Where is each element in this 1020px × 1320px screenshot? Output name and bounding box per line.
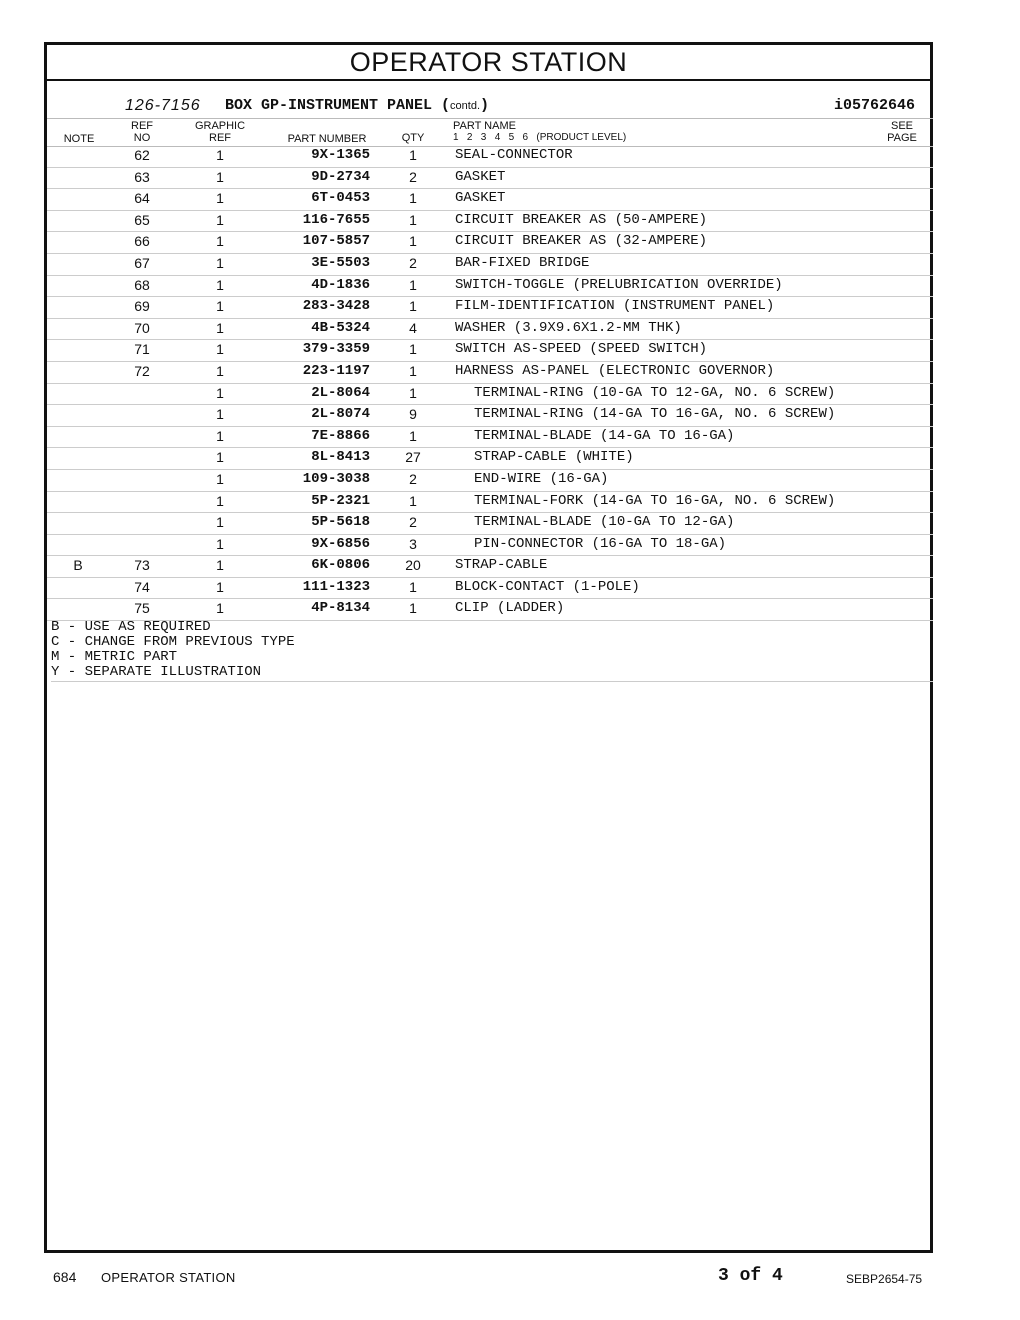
part-name-cell: HARNESS AS-PANEL (ELECTRONIC GOVERNOR) <box>455 362 775 379</box>
graphic-ref-cell: 1 <box>216 470 224 487</box>
part-name-cell: TERMINAL-BLADE (10-GA TO 12-GA) <box>474 514 735 531</box>
qty-cell: 1 <box>409 362 417 379</box>
table-row <box>47 578 933 600</box>
legend-line: M - METRIC PART <box>51 649 178 665</box>
header-ref-top: REF <box>131 120 153 132</box>
illustration-number: i05762646 <box>833 97 915 114</box>
legend-line: C - CHANGE FROM PREVIOUS TYPE <box>51 634 295 650</box>
header-product-level: 1 2 3 4 5 6 (PRODUCT LEVEL) <box>453 132 627 143</box>
part-number-cell: 6T-0453 <box>311 190 370 207</box>
group-name-close: ) <box>480 97 490 114</box>
group-name <box>225 97 489 114</box>
table-row <box>47 513 933 535</box>
table-row <box>47 168 933 190</box>
part-name-cell: GASKET <box>455 168 506 185</box>
table-row <box>47 211 933 233</box>
part-number-cell: 109-3038 <box>302 470 370 487</box>
graphic-ref-cell: 1 <box>216 600 224 617</box>
ref-no-cell: 66 <box>134 233 150 250</box>
part-number-cell: 2L-8074 <box>311 406 370 423</box>
header-see-top: SEE <box>890 120 913 132</box>
graphic-ref-cell: 1 <box>216 362 224 379</box>
qty-cell: 1 <box>409 190 417 207</box>
part-name-cell: TERMINAL-RING (14-GA TO 16-GA, NO. 6 SCREW) <box>474 406 836 423</box>
qty-cell: 2 <box>409 470 417 487</box>
note-legend <box>51 620 933 682</box>
graphic-ref-cell: 1 <box>216 190 224 207</box>
qty-cell: 1 <box>409 578 417 595</box>
part-name-cell: CLIP (LADDER) <box>455 600 565 617</box>
table-row <box>47 599 933 621</box>
table-row <box>47 254 933 276</box>
header-note: NOTE <box>63 133 95 145</box>
note-cell: B <box>73 557 83 574</box>
part-number-cell: 107-5857 <box>302 233 370 250</box>
part-number-cell: 379-3359 <box>302 341 370 358</box>
page-of: 3 of 4 <box>718 1266 783 1286</box>
qty-cell: 1 <box>409 600 417 617</box>
ref-no-cell: 73 <box>134 557 150 574</box>
ref-no-cell: 72 <box>134 362 150 379</box>
graphic-ref-cell: 1 <box>216 384 224 401</box>
graphic-ref-cell: 1 <box>216 276 224 293</box>
legend-line: B - USE AS REQUIRED <box>51 619 211 635</box>
part-name-cell: TERMINAL-BLADE (14-GA TO 16-GA) <box>474 427 735 444</box>
header-ref-bottom: NO <box>133 132 151 144</box>
qty-cell: 2 <box>409 168 417 185</box>
qty-cell: 1 <box>409 211 417 228</box>
part-name-cell: TERMINAL-RING (10-GA TO 12-GA, NO. 6 SCREW) <box>474 384 836 401</box>
header-part-name: PART NAME <box>453 120 516 132</box>
header-see-bottom: PAGE <box>887 132 917 144</box>
table-row <box>47 427 933 449</box>
table-row <box>47 189 933 211</box>
qty-cell: 4 <box>409 319 417 336</box>
part-name-cell: CIRCUIT BREAKER AS (50-AMPERE) <box>455 211 708 228</box>
part-name-cell: BLOCK-CONTACT (1-POLE) <box>455 578 640 595</box>
header-see-page <box>877 120 927 144</box>
header-ref <box>117 120 167 144</box>
qty-cell: 1 <box>409 276 417 293</box>
page-footer <box>0 1264 1020 1294</box>
table-row <box>47 535 933 557</box>
part-number-cell: 8L-8413 <box>311 449 370 466</box>
column-headers <box>47 118 933 147</box>
ref-no-cell: 65 <box>134 211 150 228</box>
ref-no-cell: 75 <box>134 600 150 617</box>
part-number-cell: 5P-5618 <box>311 514 370 531</box>
part-number-cell: 283-3428 <box>302 298 370 315</box>
part-number-cell: 3E-5503 <box>311 254 370 271</box>
graphic-ref-cell: 1 <box>216 449 224 466</box>
graphic-ref-cell: 1 <box>216 211 224 228</box>
table-row <box>47 297 933 319</box>
header-part-number: PART NUMBER <box>287 133 367 145</box>
group-heading <box>47 97 933 117</box>
part-name-cell: WASHER (3.9X9.6X1.2-MM THK) <box>455 319 682 336</box>
graphic-ref-cell: 1 <box>216 492 224 509</box>
qty-cell: 20 <box>405 557 421 574</box>
ref-no-cell: 67 <box>134 254 150 271</box>
graphic-ref-cell: 1 <box>216 514 224 531</box>
part-name-cell: TERMINAL-FORK (14-GA TO 16-GA, NO. 6 SCREW) <box>474 492 836 509</box>
graphic-ref-cell: 1 <box>216 535 224 552</box>
qty-cell: 1 <box>409 147 417 163</box>
part-name-cell: PIN-CONNECTOR (16-GA TO 18-GA) <box>474 535 727 552</box>
table-row <box>47 232 933 254</box>
part-number-cell: 6K-0806 <box>311 557 370 574</box>
table-row <box>47 470 933 492</box>
parts-table <box>47 146 933 621</box>
contd-label: contd. <box>450 100 481 112</box>
ref-no-cell: 68 <box>134 276 150 293</box>
header-qty: QTY <box>401 132 425 144</box>
legend-line: Y - SEPARATE ILLUSTRATION <box>51 664 262 680</box>
part-name-cell: BAR-FIXED BRIDGE <box>455 254 590 271</box>
table-row <box>47 492 933 514</box>
qty-cell: 2 <box>409 254 417 271</box>
qty-cell: 1 <box>409 233 417 250</box>
table-row <box>47 448 933 470</box>
ref-no-cell: 62 <box>134 147 150 163</box>
header-graphic <box>187 120 253 144</box>
graphic-ref-cell: 1 <box>216 319 224 336</box>
part-number-cell: 223-1197 <box>302 362 370 379</box>
part-number-cell: 4D-1836 <box>311 276 370 293</box>
graphic-ref-cell: 1 <box>216 557 224 574</box>
ref-no-cell: 64 <box>134 190 150 207</box>
qty-cell: 1 <box>409 427 417 444</box>
part-number-cell: 4P-8134 <box>311 600 370 617</box>
header-graphic-bottom: REF <box>209 132 231 144</box>
part-number-cell: 4B-5324 <box>311 319 370 336</box>
qty-cell: 27 <box>405 449 421 466</box>
graphic-ref-cell: 1 <box>216 168 224 185</box>
graphic-ref-cell: 1 <box>216 406 224 423</box>
part-number-cell: 2L-8064 <box>311 384 370 401</box>
graphic-ref-cell: 1 <box>216 147 224 163</box>
ref-no-cell: 63 <box>134 168 150 185</box>
part-name-cell: SEAL-CONNECTOR <box>455 147 573 163</box>
table-row <box>47 384 933 406</box>
ref-no-cell: 70 <box>134 319 150 336</box>
graphic-ref-cell: 1 <box>216 427 224 444</box>
table-row <box>47 340 933 362</box>
table-row <box>47 146 933 168</box>
part-name-cell: STRAP-CABLE <box>455 557 548 574</box>
qty-cell: 2 <box>409 514 417 531</box>
table-row <box>47 556 933 578</box>
graphic-ref-cell: 1 <box>216 341 224 358</box>
table-row <box>47 362 933 384</box>
page-frame <box>44 42 933 1253</box>
graphic-ref-cell: 1 <box>216 578 224 595</box>
table-row <box>47 276 933 298</box>
part-name-cell: STRAP-CABLE (WHITE) <box>474 449 634 466</box>
part-name-cell: SWITCH AS-SPEED (SPEED SWITCH) <box>455 341 708 358</box>
part-number-cell: 9X-6856 <box>311 535 370 552</box>
table-row <box>47 319 933 341</box>
graphic-ref-cell: 1 <box>216 254 224 271</box>
header-graphic-top: GRAPHIC <box>194 120 246 132</box>
graphic-ref-cell: 1 <box>216 233 224 250</box>
ref-no-cell: 69 <box>134 298 150 315</box>
group-name-text: BOX GP-INSTRUMENT PANEL ( <box>225 97 451 114</box>
part-number-cell: 9X-1365 <box>311 147 370 163</box>
qty-cell: 1 <box>409 492 417 509</box>
part-name-cell: CIRCUIT BREAKER AS (32-AMPERE) <box>455 233 708 250</box>
qty-cell: 1 <box>409 298 417 315</box>
part-name-cell: END-WIRE (16-GA) <box>474 470 609 487</box>
qty-cell: 9 <box>409 406 417 423</box>
table-row <box>47 405 933 427</box>
part-name-cell: FILM-IDENTIFICATION (INSTRUMENT PANEL) <box>455 298 775 315</box>
part-name-cell: GASKET <box>455 190 506 207</box>
graphic-ref-cell: 1 <box>216 298 224 315</box>
qty-cell: 1 <box>409 384 417 401</box>
document-number: SEBP2654-75 <box>846 1272 923 1286</box>
qty-cell: 1 <box>409 341 417 358</box>
part-number-cell: 7E-8866 <box>311 427 370 444</box>
part-number-cell: 116-7655 <box>302 211 370 228</box>
ref-no-cell: 74 <box>134 578 150 595</box>
part-name-cell: SWITCH-TOGGLE (PRELUBRICATION OVERRIDE) <box>455 276 783 293</box>
part-number-cell: 5P-2321 <box>311 492 370 509</box>
page-number: 684 <box>53 1269 77 1285</box>
qty-cell: 3 <box>409 535 417 552</box>
group-number: 126-7156 <box>125 97 201 114</box>
section-title: OPERATOR STATION <box>47 45 930 81</box>
footer-section: OPERATOR STATION <box>101 1270 236 1285</box>
ref-no-cell: 71 <box>134 341 150 358</box>
part-number-cell: 111-1323 <box>302 578 370 595</box>
part-number-cell: 9D-2734 <box>311 168 370 185</box>
